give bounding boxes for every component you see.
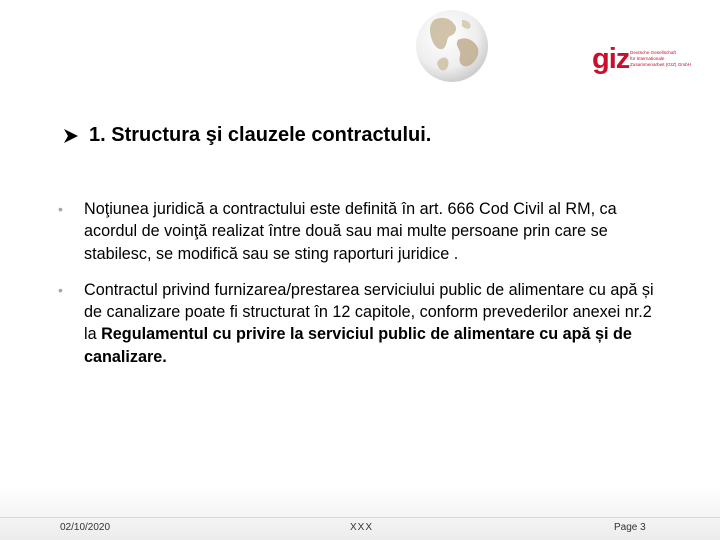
bullet-dot-icon: •	[58, 201, 63, 217]
giz-logo	[592, 43, 702, 76]
bullet-dot-icon: •	[58, 281, 63, 298]
bullet-item	[58, 198, 668, 265]
logo-line: für Internationale	[630, 56, 665, 61]
slide-title-text: 1. Structura şi clauzele contractului.	[89, 124, 432, 146]
logo-mark: giz	[592, 43, 630, 75]
footer-date: 02/10/2020	[60, 522, 111, 533]
globe-icon	[412, 6, 492, 86]
footer-divider	[0, 517, 720, 518]
bullet-text: Contractul privind furnizarea/prestarea serviciului public de alimentare cu apă și de canalizare poate fi structurat în 12 capitole, conform prevederilor anexei nr.2 la	[84, 280, 654, 344]
arrow-bullet-icon	[62, 127, 80, 145]
logo-line: Deutsche Gesellschaft	[630, 50, 676, 55]
page-number: Page 3	[614, 522, 646, 533]
footer-center-text: XXX	[350, 522, 374, 533]
slide-title	[62, 124, 431, 147]
bullet-bold-text: Regulamentul cu privire la serviciul public de alimentare cu apă și de canalizare.	[84, 325, 632, 366]
logo-text	[630, 50, 691, 68]
bullet-item	[58, 279, 668, 368]
bullet-list	[58, 198, 668, 382]
bullet-text: Noţiunea juridică a contractului este definită în art. 666 Cod Civil al RM, ca acordul de voinţă realizat între două sau mai multe persoane prin care se stabilesc, se modifică sau se sting raporturi juridice .	[84, 200, 617, 263]
logo-line: Zusammenarbeit (GIZ) GmbH	[630, 62, 692, 67]
